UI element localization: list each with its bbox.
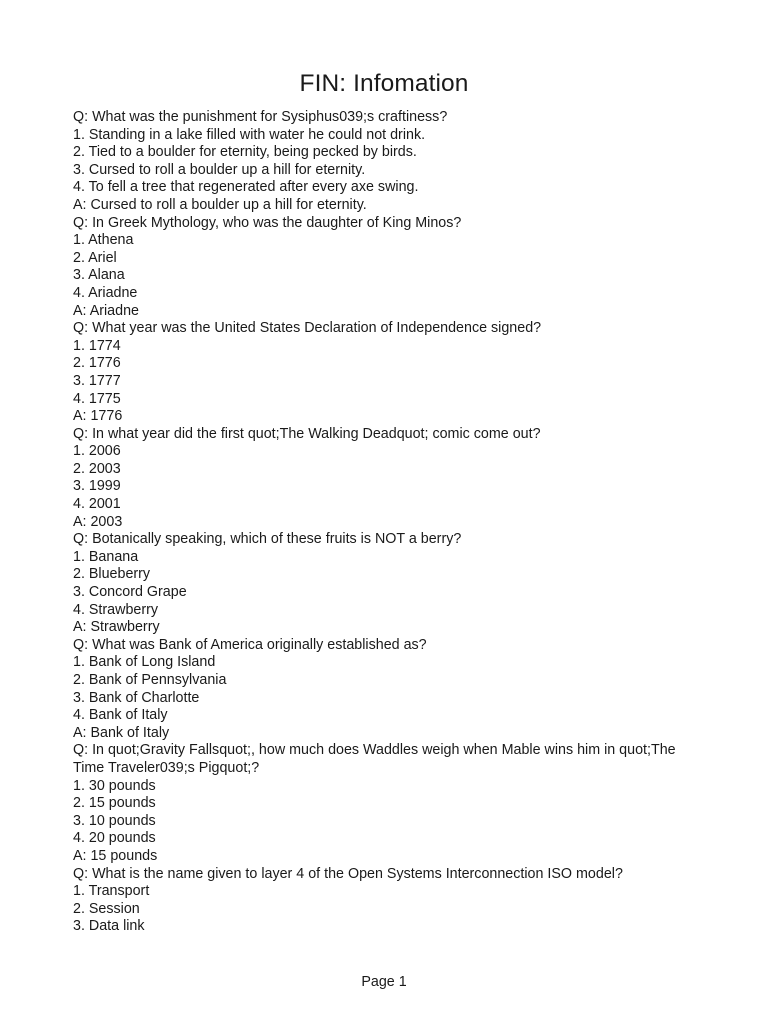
question-line: Q: What was the punishment for Sysiphus039;s craftiness? [73, 109, 448, 125]
option-line: 2. Ariel [73, 249, 117, 266]
option-line: 3. 10 pounds [73, 812, 156, 829]
question-line: Q: What was Bank of America originally established as? [73, 636, 427, 653]
option-line: 3. Cursed to roll a boulder up a hill for eternity. [73, 161, 366, 178]
answer-line: A: Cursed to roll a boulder up a hill for eternity. [73, 196, 367, 213]
option-line: 4. To fell a tree that regenerated after every axe swing. [73, 179, 419, 196]
answer-line: A: Ariadne [73, 302, 139, 319]
answer-line: A: 1776 [73, 408, 123, 425]
question-line: Q: In what year did the first quot;The Walking Deadquot; comic come out? [73, 425, 541, 442]
option-line: 2. Blueberry [73, 566, 151, 583]
option-line: 4. 1775 [73, 390, 121, 407]
option-line: 1. Athena [73, 232, 134, 249]
question-line: Q: Botanically speaking, which of these fruits is NOT a berry? [73, 531, 462, 548]
question-line: Q: In quot;Gravity Fallsquot;, how much does Waddles weigh when Mable wins him in quot;The Time Traveler039;s Pigquot;? [73, 742, 676, 776]
question-line: Q: In Greek Mythology, who was the daughter of King Minos? [73, 214, 462, 231]
question-line: Q: What is the name given to layer 4 of the Open Systems Interconnection ISO model? [73, 865, 623, 882]
option-line: 1. Transport [73, 883, 150, 900]
answer-line: A: 2003 [73, 513, 123, 530]
qa-content [73, 109, 693, 936]
option-line: 3. Bank of Charlotte [73, 689, 200, 706]
answer-line: A: Bank of Italy [73, 724, 170, 741]
option-line: 2. 1776 [73, 355, 121, 372]
option-line: 1. Standing in a lake filled with water he could not drink. [73, 126, 426, 143]
page-number: Page 1 [361, 974, 407, 990]
option-line: 1. Banana [73, 548, 139, 565]
option-line: 4. Ariadne [73, 284, 138, 301]
option-line: 4. 2001 [73, 496, 121, 513]
option-line: 3. 1777 [73, 372, 121, 389]
option-line: 4. Strawberry [73, 601, 159, 618]
option-line: 3. 1999 [73, 478, 121, 495]
answer-line: A: Strawberry [73, 619, 160, 636]
option-line: 4. Bank of Italy [73, 707, 168, 724]
option-line: 2. 15 pounds [73, 795, 156, 812]
option-line: 2. Session [73, 900, 140, 917]
option-line: 1. 1774 [73, 337, 121, 354]
option-line: 3. Concord Grape [73, 584, 187, 601]
option-line: 3. Alana [73, 267, 125, 284]
option-line: 4. 20 pounds [73, 830, 156, 847]
option-line: 1. 2006 [73, 443, 121, 460]
option-line: 2. 2003 [73, 460, 121, 477]
option-line: 1. Bank of Long Island [73, 654, 216, 671]
option-line: 1. 30 pounds [73, 777, 156, 794]
answer-line: A: 15 pounds [73, 847, 158, 864]
page-title: FIN: Infomation [299, 70, 469, 97]
option-line: 2. Tied to a boulder for eternity, being pecked by birds. [73, 144, 417, 161]
option-line: 2. Bank of Pennsylvania [73, 672, 227, 688]
question-line: Q: What year was the United States Declaration of Independence signed? [73, 320, 542, 337]
option-line: 3. Data link [73, 918, 145, 935]
